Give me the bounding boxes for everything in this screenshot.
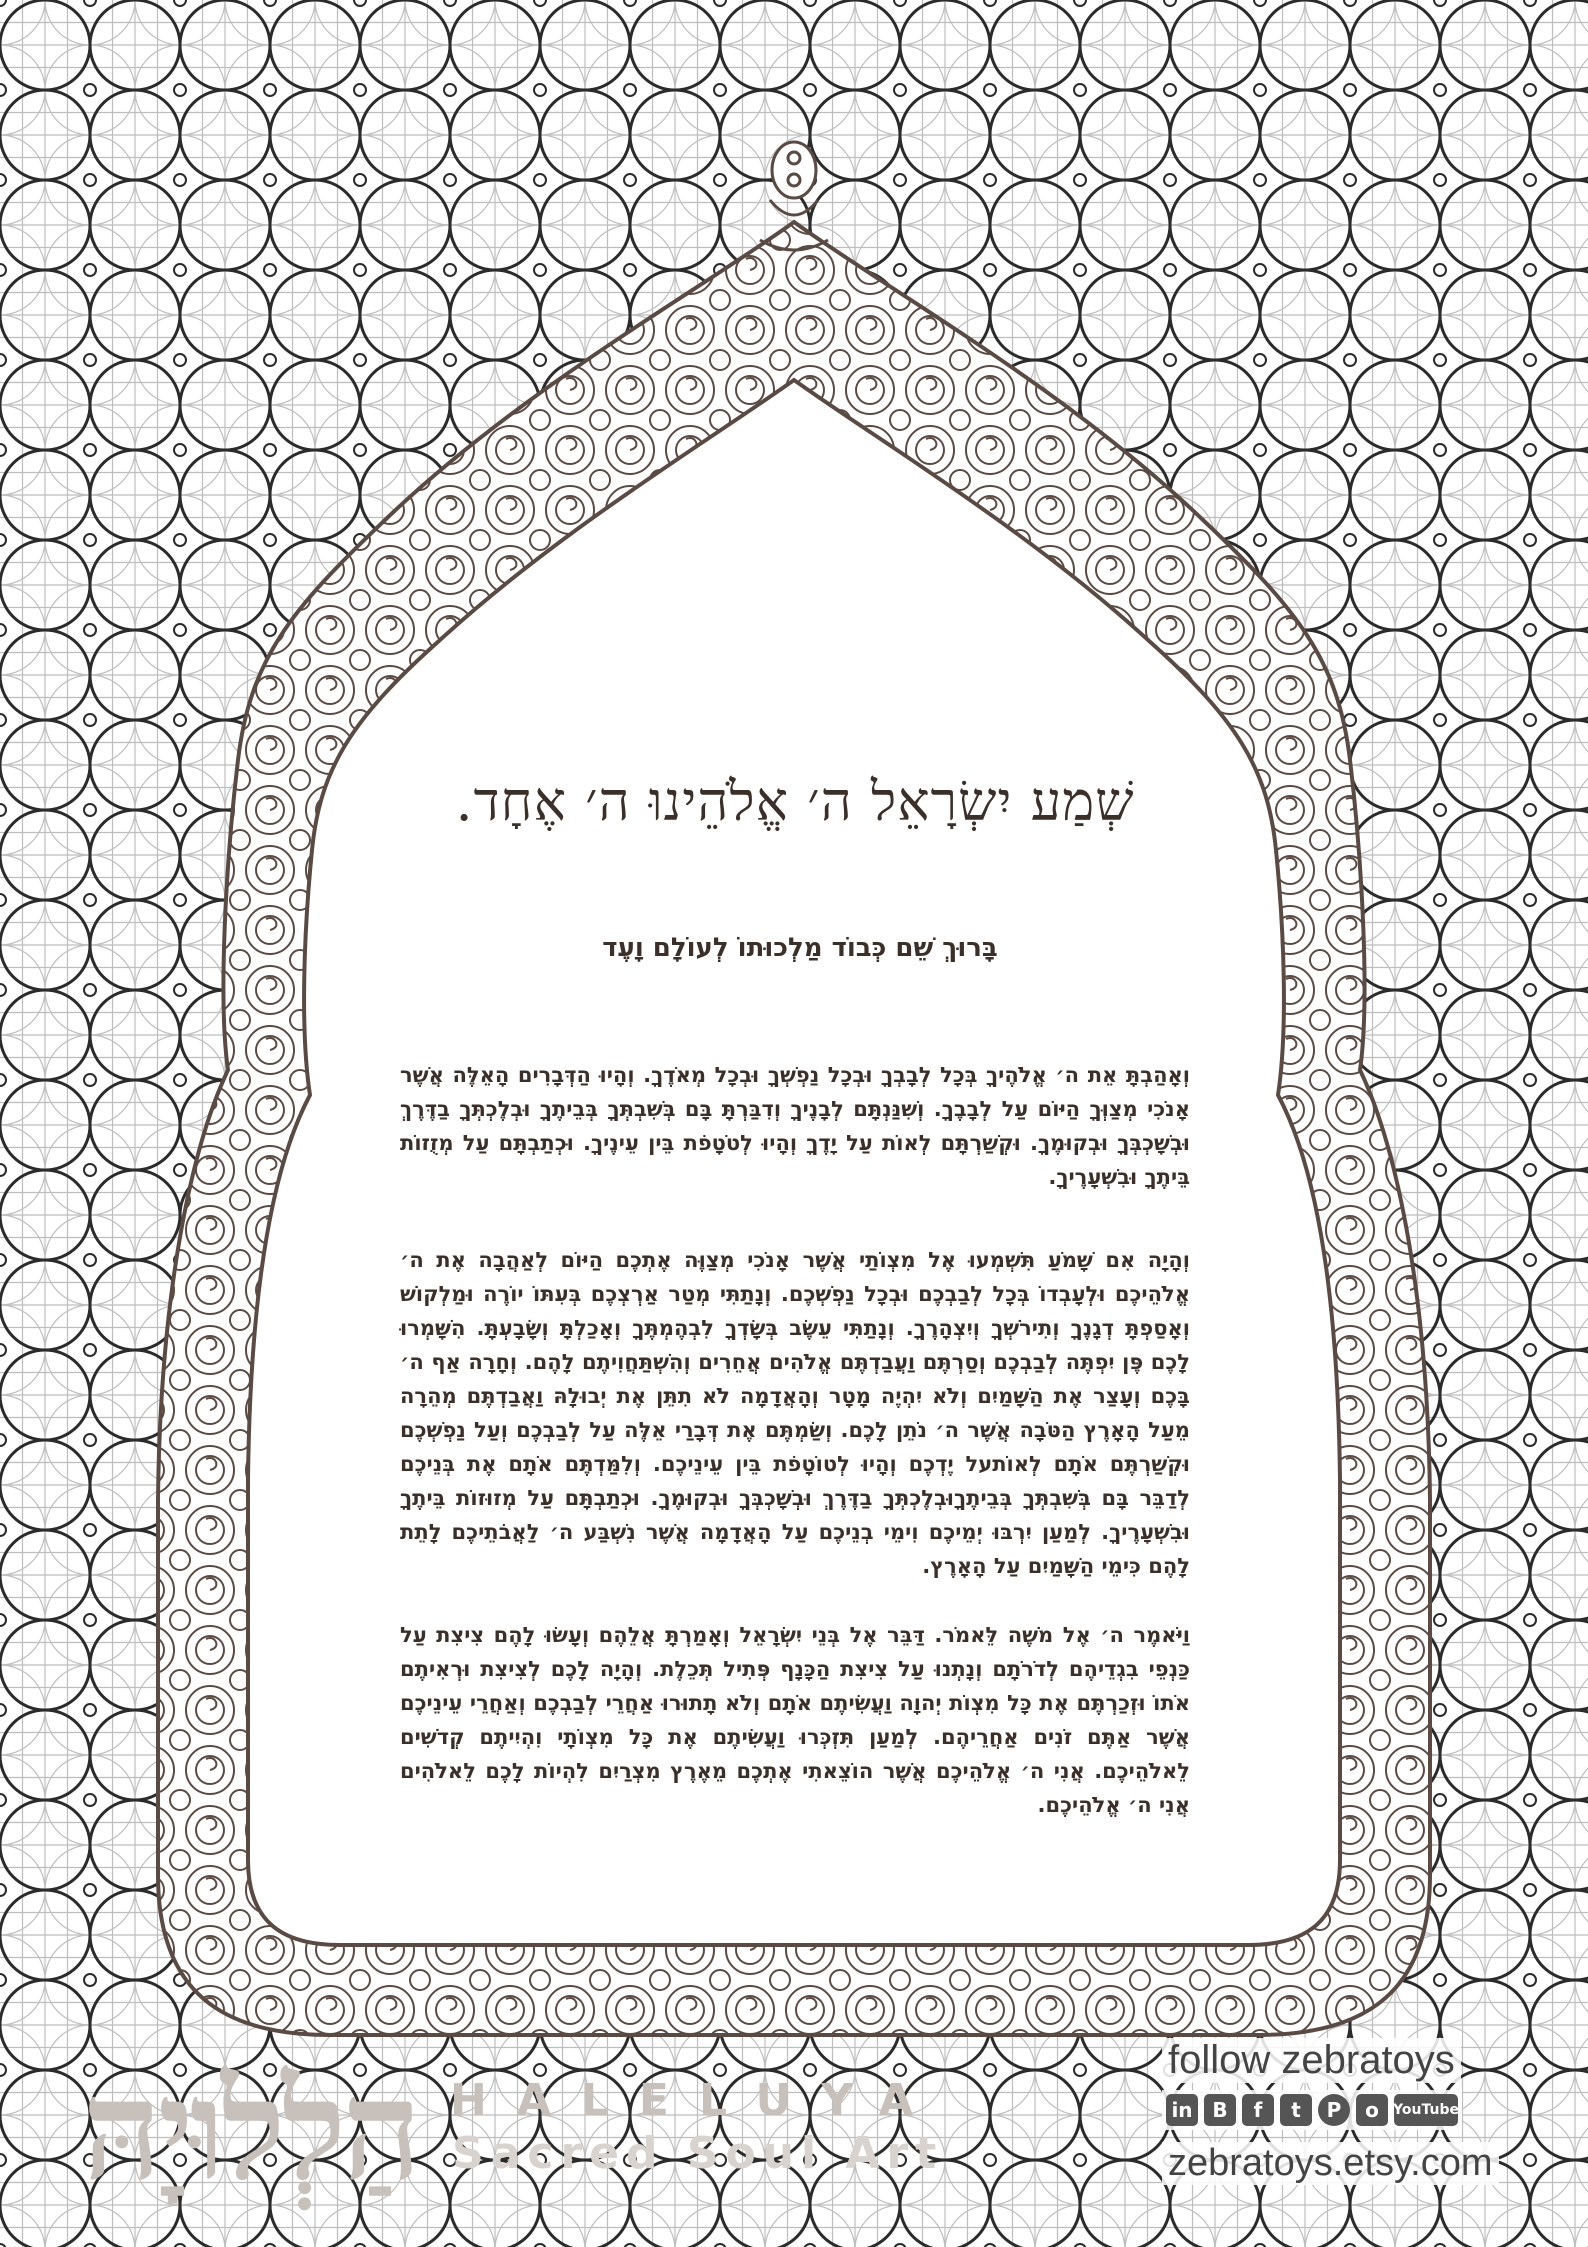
prayer-paragraph-2: וְהָיָה אִם שָׁמֹעַ תִּשְׁמְעוּ אֶל מִצְוֹתַי אֲשֶׁר אָנֹכִי מְצַוֶּה אֶתְכֶם הַיּוֹם לְאַהֲבָה אֶת ה׳ אֱלֹהֵיכֶם וּלְעָבְדוֹ בְּכָל לְבַבְכֶם וּבְכָל נַפְשְׁכֶם. וְנָתַתִּי מְטַר אַרְצְכֶם בְּעִתּוֹ יוֹרֶה וּמַלְקוֹשׁ וְאָסַפְתָּ דְגָנֶךָ וְתִירֹשְׁךָ וְיִצְהָרֶךָ. וְנָתַתִּי עֵשֶׂב בְּשָׂדְךָ לִבְהֶמְתֶּךָ וְאָכַלְתָּ וְשָׂבָעְתָּ. הִשָּׁמְרוּ לָכֶם פֶּן יִפְתֶּה לְבַבְכֶם וְסַרְתֶּם וַעֲבַדְתֶּם אֱלֹהִים אֲחֵרִים וְהִשְׁתַּחֲוִיתֶם לָהֶם. וְחָרָה אַף ה׳ בָּכֶם וְעָצַר אֶת הַשָּׁמַיִם וְלֹא יִהְיֶה מָטָר וְהָאֲדָמָה לֹא תִתֵּן אֶת יְבוּלָהּ וַאֲבַדְתֶּם מְהֵרָה מֵעַל הָאָרֶץ הַטֹּבָה אֲשֶׁר ה׳ נֹתֵן לָכֶם. וְשַׂמְתֶּם אֶת דְּבָרַי אֵלֶּה עַל לְבַבְכֶם וְעַל נַפְשְׁכֶם וּקְשַׁרְתֶּם אֹתָם לְאוֹתעל יֶדְכֶם וְהָיוּ לְטוֹטָפֹת בֵּין עֵינֵיכֶם. וְלִמַּדְתֶּם אֹתָם אֶת בְּנֵיכֶם לְדַבֵּר בָּם בְּשִׁבְתְּךָ בְּבֵיתֶךָוּבְלֶכְתְּךָ בַדֶּרֶךְ וּבְשָׁכְבְּךָ וּבְקוּמֶךָ. וּכְתַבְתָּם עַל מְזוּזוֹת בֵּיתֶךָ וּבִשְׁעָרֶיךָ. לְמַעַן יִרְבּוּ יְמֵיכֶם וִימֵי בְנֵיכֶם עַל הָאֲדָמָה אֲשֶׁר נִשְׁבַּע ה׳ לַאֲבֹתֵיכֶם לָתֵת לָהֶם כִּימֵי הַשָּׁמַיִם עַל הָאָרֶץ. <box>400 1248 1190 1578</box>
brand-tagline: Sacred Soul Art <box>452 2128 944 2179</box>
facebook-icon[interactable]: f <box>1242 2094 1274 2126</box>
follow-link[interactable]: follow zebratoys <box>1162 2038 1461 2083</box>
prayer-title: שְׁמַע יִשְׂרָאֵל ה׳ אֱלֹהֵינוּ ה׳ אֶחָד. <box>455 770 1135 833</box>
brand-name: HALELUYA <box>450 2075 943 2126</box>
prayer-paragraph-3: וַיֹּאמֶר ה׳ אֶל מֹשֶׁה לֵּאמֹר. דַּבֵּר אֶל בְּנֵי יִשְׂרָאֵל וְאָמַרְתָּ אֲלֵהֶם וְעָשׂוּ לָהֶם צִיצִת עַל כַּנְפֵי בִגְדֵיהֶם לְדֹרֹתָם וְנָתְנוּ עַל צִיצִת הַכָּנָף פְּתִיל תְּכֵלֶת. וְהָיָה לָכֶם לְצִיצִת וּרְאִיתֶם אֹתוֹ וּזְכַרְתֶּם אֶת כָּל מִצְוֹת יְהוָה וַעֲשִׂיתֶם אֹתָם וְלֹא תָתוּרוּ אַחֲרֵי לְבַבְכֶם וְאַחֲרֵי עֵינֵיכֶם אֲשֶׁר אַתֶּם זֹנִים אַחֲרֵיהֶם. לְמַעַן תִּזְכְּרוּ וַעֲשִׂיתֶם אֶת כָּל מִצְוֹתָי וִהְיִיתֶם קְדֹשִׁים לֵאלֹהֵיכֶם. אֲנִי ה׳ אֱלֹהֵיכֶם אֲשֶׁר הוֹצֵאתִי אֶתְכֶם מֵאֶרֶץ מִצְרַיִם לִהְיוֹת לָכֶם לֵאלֹהִים אֲנִי ה׳ אֱלֹהֵיכֶם. <box>400 1623 1190 1817</box>
brand-logo-hebrew: הַלְלוּיָהּ <box>82 2048 418 2211</box>
shop-link[interactable]: zebratoys.etsy.com <box>1162 2142 1499 2185</box>
blog-icon[interactable]: B <box>1204 2094 1236 2126</box>
instagram-icon[interactable]: o <box>1356 2094 1388 2126</box>
pinterest-icon[interactable]: P <box>1318 2094 1350 2126</box>
twitter-icon[interactable]: t <box>1280 2094 1312 2126</box>
linkedin-icon[interactable]: in <box>1166 2094 1198 2126</box>
social-icons-row <box>1162 2090 1462 2130</box>
youtube-icon[interactable]: YouTube <box>1394 2094 1458 2126</box>
prayer-subtitle: בָּרוּךְ שֵׁם כְּבוֹד מַלְכוּתוֹ לְעוֹלָם וָעֶד <box>602 933 998 963</box>
prayer-paragraph-1: וְאָהַבְתָּ אֵת ה׳ אֱלֹהֶיךָ בְּכָל לְבָבְךָ וּבְכָל נַפְשְׁךָ וּבְכָל מְאֹדֶךָ. וְהָיוּ הַדְּבָרִים הָאֵלֶּה אֲשֶׁר אָנֹכִי מְצַוְּךָ הַיּוֹם עַל לְבָבֶךָ. וְשִׁנַּנְתָּם לְבָנֶיךָ וְדִבַּרְתָּ בָּם בְּשִׁבְתְּךָ בְּבֵיתֶךָ וּבְלֶכְתְּךָ בַדֶּרֶךְ וּבְשָׁכְבְּךָ וּבְקוּמֶךָ. וּקְשַׁרְתָּם לְאוֹת עַל יָדֶךָ וְהָיוּ לְטֹטָפֹת בֵּין עֵינֶיךָ. וּכְתַבְתָּם עַל מְזֻזוֹת בֵּיתֶךָ וּבִשְׁעָרֶיךָ. <box>400 1063 1190 1189</box>
